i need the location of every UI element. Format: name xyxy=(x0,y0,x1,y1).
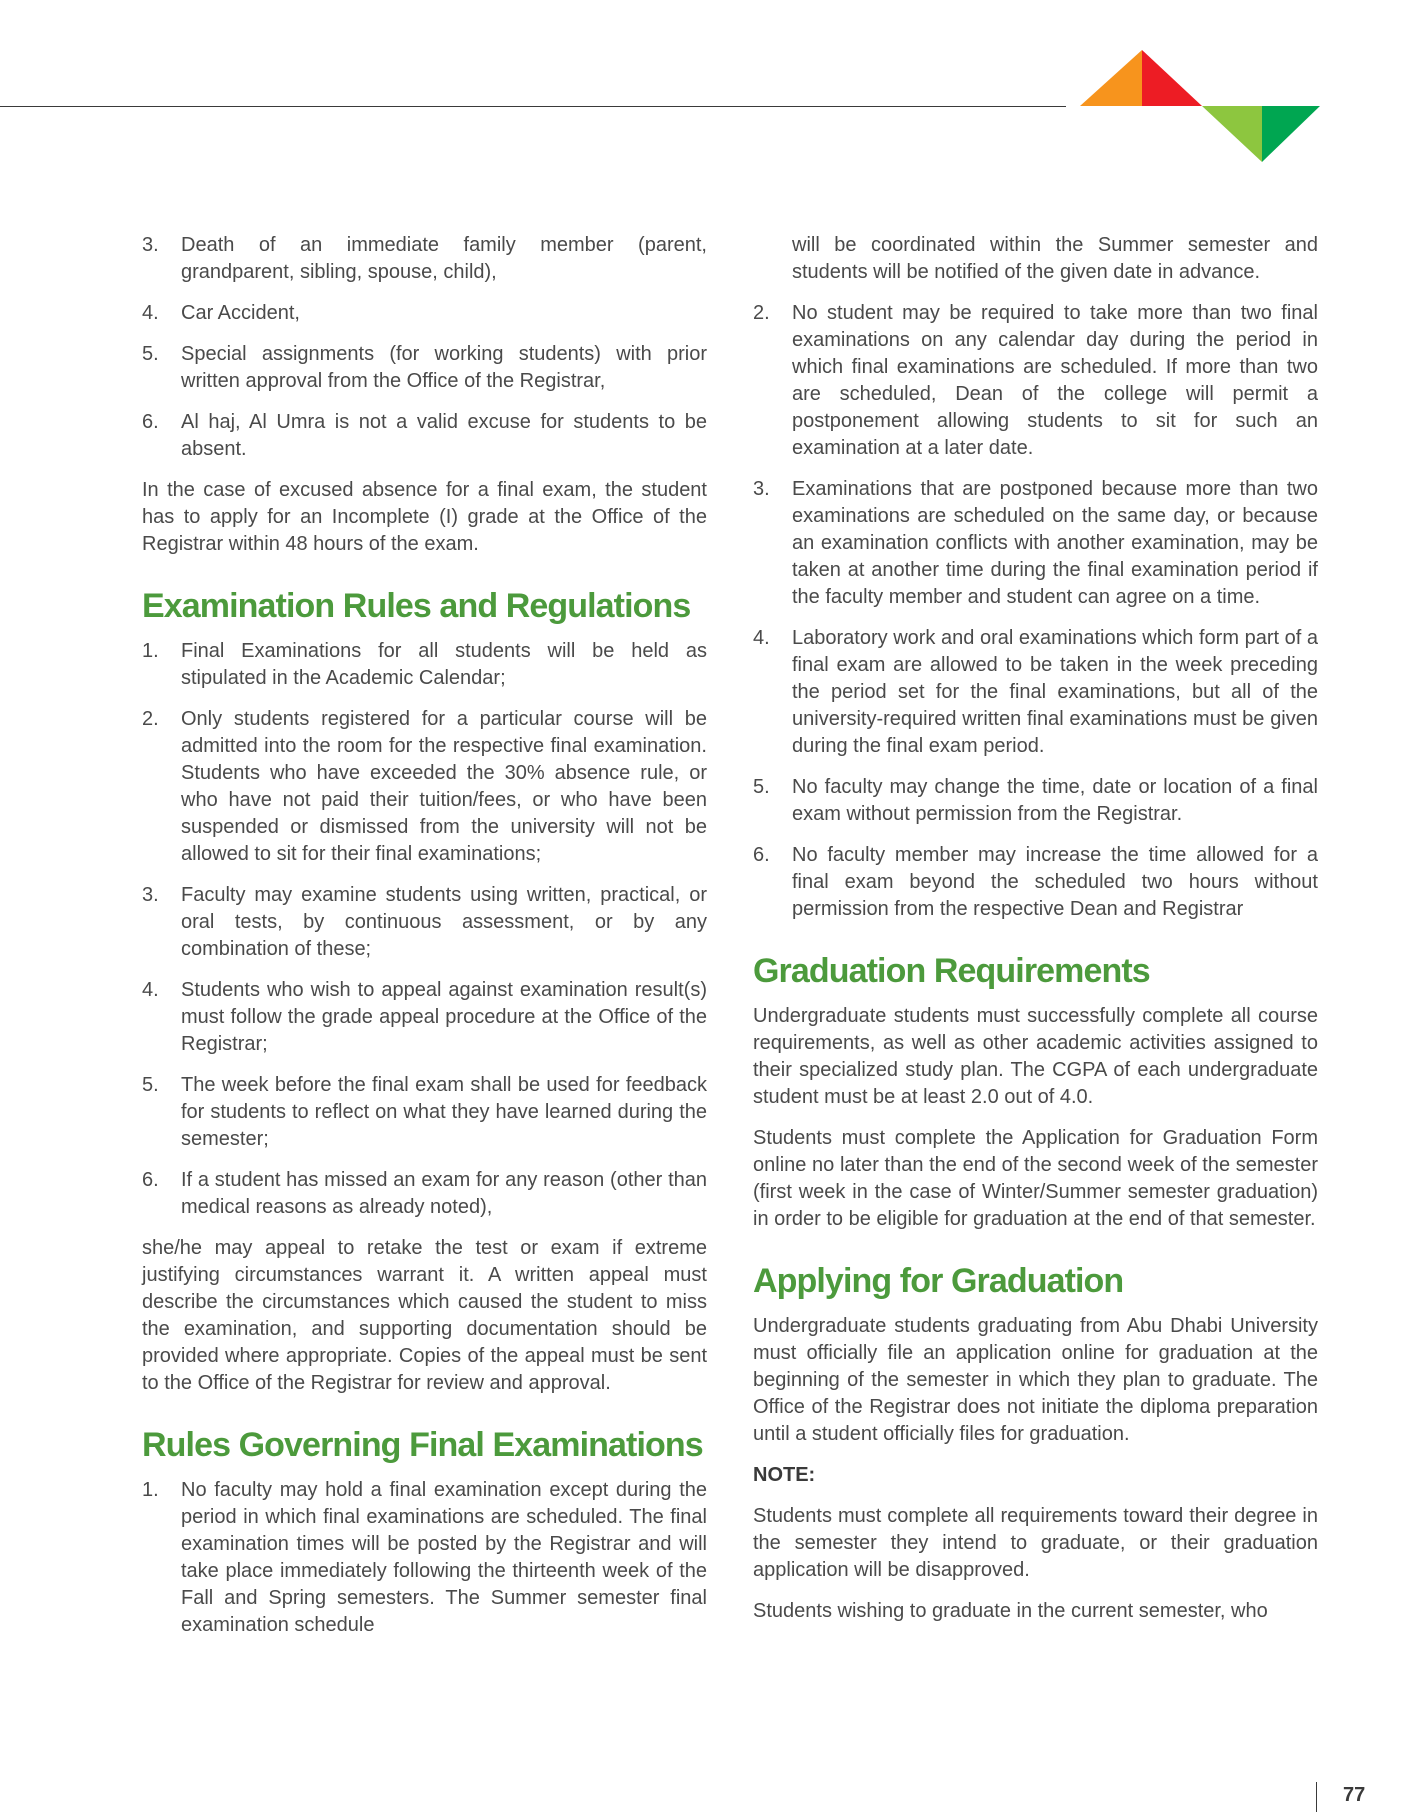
page-number: 77 xyxy=(1343,1784,1366,1806)
list-item: 2. Only students registered for a particular course will be admitted into the room for the respective final examination. Students who have exceeded the 30% absence rule, or who have not paid their tuition/fees, or who have been suspended or dismissed from the university will not be allowed to sit for their final examinations; xyxy=(142,708,707,865)
final-rules-list xyxy=(142,1477,707,1639)
light-green-triangle xyxy=(1202,106,1262,162)
note-label: NOTE: xyxy=(753,1464,816,1486)
applying-graduation-heading: Applying for Graduation xyxy=(753,1262,1124,1300)
note-paragraph: Students must complete all requirements toward their degree in the semester they intend to graduate, or their graduation application will be disapproved. xyxy=(753,1505,1318,1581)
list-item: 5. Special assignments (for working students) with prior written approval from the Office of the Registrar, xyxy=(142,343,707,392)
absence-reasons-list xyxy=(142,232,707,463)
list-item: 1. No faculty may hold a final examination except during the period in which final examinations are scheduled. The final examination times will be posted by the Registrar and will take place immediately following the thirteenth week of the Fall and Spring semesters. The Summer semester final examination schedule xyxy=(142,1479,707,1636)
header-rule xyxy=(0,106,1066,107)
list-item: 2. No student may be required to take more than two final examinations on any calendar day during the period in which final examinations are scheduled. If more than two are scheduled, Dean of the college will permit a postponement allowing students to sit for such an examination at a later date. xyxy=(753,302,1318,459)
graduation-req-paragraph-1: Undergraduate students must successfully complete all course requirements, as well as other academic activities assigned to their specialized study plan. The CGPA of each undergraduate student must be at least 2.0 out of 4.0. xyxy=(753,1005,1318,1108)
list-item: 4. Car Accident, xyxy=(142,302,300,324)
list-item: 6. If a student has missed an exam for any reason (other than medical reasons as already noted), xyxy=(142,1169,707,1218)
right-column xyxy=(753,232,1318,1639)
list-item: 4. Laboratory work and oral examinations which form part of a final exam are allowed to be taken in the week preceding the period set for the final examinations, but all of the university-required written final examinations must be given during the final exam period. xyxy=(753,627,1318,757)
list-item: 6. Al haj, Al Umra is not a valid excuse for students to be absent. xyxy=(142,411,707,460)
appeal-paragraph: she/he may appeal to retake the test or exam if extreme justifying circumstances warrant it. A written appeal must describe the circumstances which caused the student to miss the examination, and supporting documentation should be provided where appropriate. Copies of the appeal must be sent to the Office of the Registrar for review and approval. xyxy=(142,1237,707,1394)
graduation-req-paragraph-2: Students must complete the Application for Graduation Form online no later than the end of the second week of the semester (first week in the case of Winter/Summer semester graduation) in order to be eligible for graduation at the end of that semester. xyxy=(753,1127,1318,1230)
exam-rules-heading: Examination Rules and Regulations xyxy=(142,587,691,625)
left-column xyxy=(142,232,707,1653)
excused-absence-paragraph: In the case of excused absence for a final exam, the student has to apply for an Incomplete (I) grade at the Office of the Registrar within 48 hours of the exam. xyxy=(142,479,707,555)
list-item: 4. Students who wish to appeal against examination result(s) must follow the grade appeal procedure at the Office of the Registrar; xyxy=(142,979,707,1055)
list-item: 3. Examinations that are postponed because more than two examinations are scheduled on the same day, or because an examination conflicts with another examination, may be taken at another time during the final examination period if the faculty member and student can agree on a time. xyxy=(753,478,1318,608)
page-number-rule xyxy=(1316,1782,1317,1812)
orange-triangle xyxy=(1080,50,1142,106)
final-rules-heading: Rules Governing Final Examinations xyxy=(142,1426,703,1464)
list-item: 1. Final Examinations for all students will be held as stipulated in the Academic Calendar; xyxy=(142,640,707,689)
final-rules-list-continued xyxy=(753,300,1318,923)
graduation-requirements-heading: Graduation Requirements xyxy=(753,952,1150,990)
brand-triangles-logo xyxy=(1080,50,1320,162)
applying-paragraph: Undergraduate students graduating from Abu Dhabi University must officially file an application online for graduation at the beginning of the semester in which they plan to graduate. The Office of the Registrar does not initiate the diploma preparation until a student officially files for graduation. xyxy=(753,1315,1318,1445)
list-item: 6. No faculty member may increase the time allowed for a final exam beyond the scheduled two hours without permission from the respective Dean and Registrar xyxy=(753,844,1318,920)
list-item: 5. The week before the final exam shall be used for feedback for students to reflect on what they have learned during the semester; xyxy=(142,1074,707,1150)
list-item: 5. No faculty may change the time, date or location of a final exam without permission from the Registrar. xyxy=(753,776,1318,825)
dark-green-triangle xyxy=(1262,106,1320,162)
red-triangle xyxy=(1142,50,1202,106)
last-paragraph: Students wishing to graduate in the current semester, who xyxy=(753,1600,1268,1622)
list-item: 3. Death of an immediate family member (parent, grandparent, sibling, spouse, child), xyxy=(142,234,707,283)
final-rules-item1-continued: will be coordinated within the Summer semester and students will be notified of the given date in advance. xyxy=(792,234,1318,283)
exam-rules-list xyxy=(142,638,707,1221)
list-item: 3. Faculty may examine students using written, practical, or oral tests, by continuous assessment, or by any combination of these; xyxy=(142,884,707,960)
